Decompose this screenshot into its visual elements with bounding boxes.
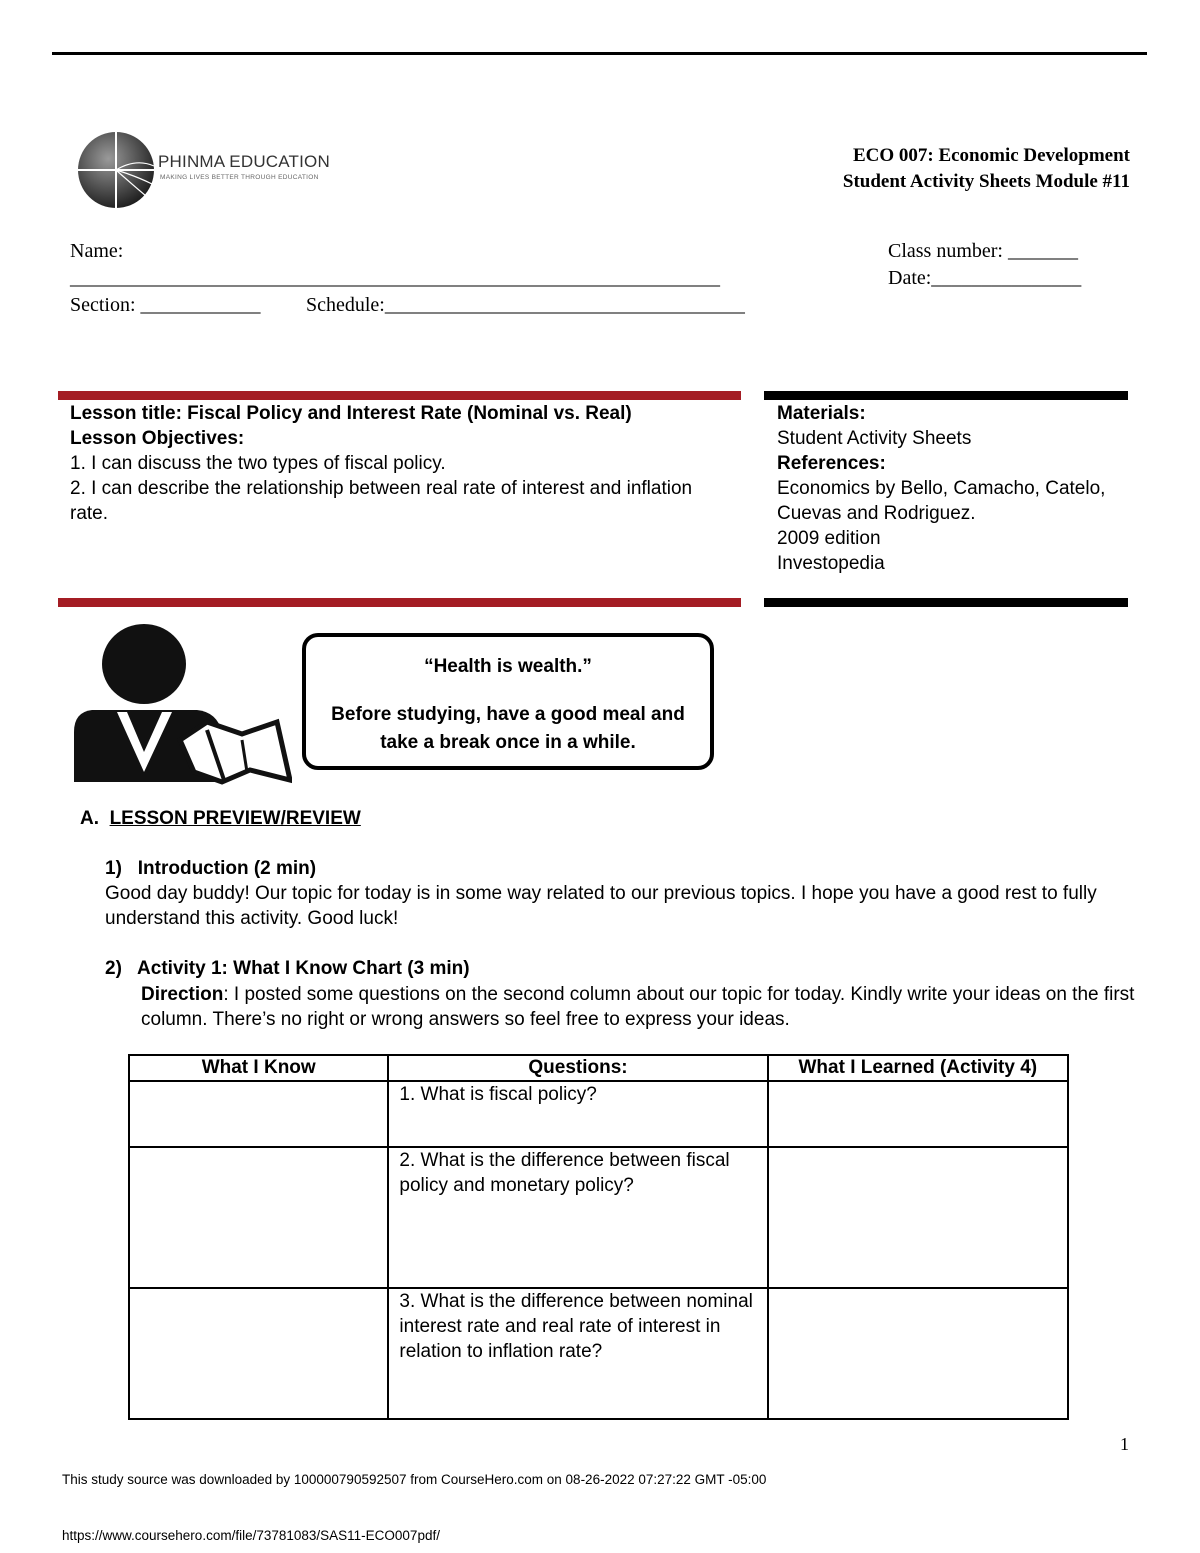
date-field[interactable]: Date:_______________ (888, 267, 1082, 289)
activity-number: 2) (105, 958, 122, 979)
download-notice: This study source was downloaded by 100000790592507 from CourseHero.com on 08-26-2022 07:27:22 GMT -05:00 (62, 1472, 767, 1487)
references-heading: References: (777, 453, 886, 474)
section-a-letter: A. (80, 808, 99, 829)
lesson-top-bar (58, 391, 741, 400)
activity-title: Activity 1: What I Know Chart (3 min) (137, 958, 470, 979)
activity-heading (105, 956, 470, 981)
intro-text: Good day buddy! Our topic for today is in some way related to our previous topics. I hope you have a good rest to fully understand this activity. Good luck! (105, 883, 1097, 929)
header-what-i-learned: What I Learned (Activity 4) (768, 1055, 1068, 1081)
reference-2: 2009 edition (777, 528, 881, 549)
schedule-field[interactable]: Schedule:____________________________________ (306, 294, 745, 316)
objectives-heading: Lesson Objectives: (70, 428, 245, 449)
materials-bottom-bar (764, 598, 1128, 607)
header-questions: Questions: (388, 1055, 767, 1081)
question-cell: 2. What is the difference between fiscal policy and monetary policy? (388, 1147, 767, 1288)
lesson-box (70, 401, 735, 526)
materials-heading: Materials: (777, 403, 866, 424)
name-label: Name: (70, 240, 124, 262)
objective-1: 1. I can discuss the two types of fiscal policy. (70, 453, 446, 474)
learned-cell[interactable] (768, 1147, 1068, 1288)
section-a-heading (80, 808, 361, 830)
header-what-i-know: What I Know (129, 1055, 388, 1081)
question-cell: 1. What is fiscal policy? (388, 1081, 767, 1147)
class-number-field[interactable]: Class number: _______ (888, 240, 1078, 262)
quote-line-1: “Health is wealth.” (424, 656, 592, 677)
answer-cell[interactable] (129, 1081, 388, 1147)
answer-cell[interactable] (129, 1288, 388, 1419)
source-url[interactable]: https://www.coursehero.com/file/73781083/SAS11-ECO007pdf/ (62, 1528, 440, 1543)
materials-text: Student Activity Sheets (777, 428, 972, 449)
name-field-line[interactable]: _________________________________________________________________ (70, 267, 720, 289)
quote-box (302, 633, 714, 770)
objective-2: 2. I can describe the relationship between real rate of interest and inflation rate. (70, 478, 693, 524)
module-title: Student Activity Sheets Module #11 (842, 171, 1130, 192)
question-cell: 3. What is the difference between nominal interest rate and real rate of interest in relation to inflation rate? (388, 1288, 767, 1419)
table-header-row (129, 1055, 1068, 1081)
section-field[interactable]: Section: ____________ (70, 294, 261, 316)
learned-cell[interactable] (768, 1081, 1068, 1147)
course-title: ECO 007: Economic Development (852, 145, 1130, 166)
intro-heading (105, 856, 316, 881)
direction-label: Direction (141, 984, 224, 1005)
reference-1: Economics by Bello, Camacho, Catelo, Cuevas and Rodriguez. (777, 478, 1106, 524)
table-row (129, 1081, 1068, 1147)
student-reading-icon (72, 622, 292, 787)
logo-name: PHINMA EDUCATION (158, 152, 330, 171)
direction-body: : I posted some questions on the second column about our topic for today. Kindly write your ideas on the first column. There’s no right or wrong answers so feel free to express your ideas. (141, 984, 1135, 1030)
learned-cell[interactable] (768, 1288, 1068, 1419)
lesson-title: Lesson title: Fiscal Policy and Interest Rate (Nominal vs. Real) (70, 403, 632, 424)
course-header (843, 143, 1130, 195)
lesson-bottom-bar (58, 598, 741, 607)
logo-globe-icon (76, 128, 156, 212)
logo-tagline: MAKING LIVES BETTER THROUGH EDUCATION (160, 174, 319, 181)
direction-text (141, 982, 1135, 1032)
reference-3: Investopedia (777, 553, 885, 574)
intro-title: Introduction (2 min) (137, 858, 317, 879)
materials-box (777, 401, 1127, 576)
answer-cell[interactable] (129, 1147, 388, 1288)
section-a-title: LESSON PREVIEW/REVIEW (109, 808, 361, 829)
what-i-know-chart (128, 1054, 1069, 1420)
page-number: 1 (1120, 1434, 1129, 1454)
top-rule (52, 52, 1147, 55)
quote-line-2: Before studying, have a good meal and take a break once in a while. (331, 704, 685, 753)
intro-number: 1) (105, 858, 122, 879)
materials-top-bar (764, 391, 1128, 400)
table-row (129, 1147, 1068, 1288)
table-row (129, 1288, 1068, 1419)
